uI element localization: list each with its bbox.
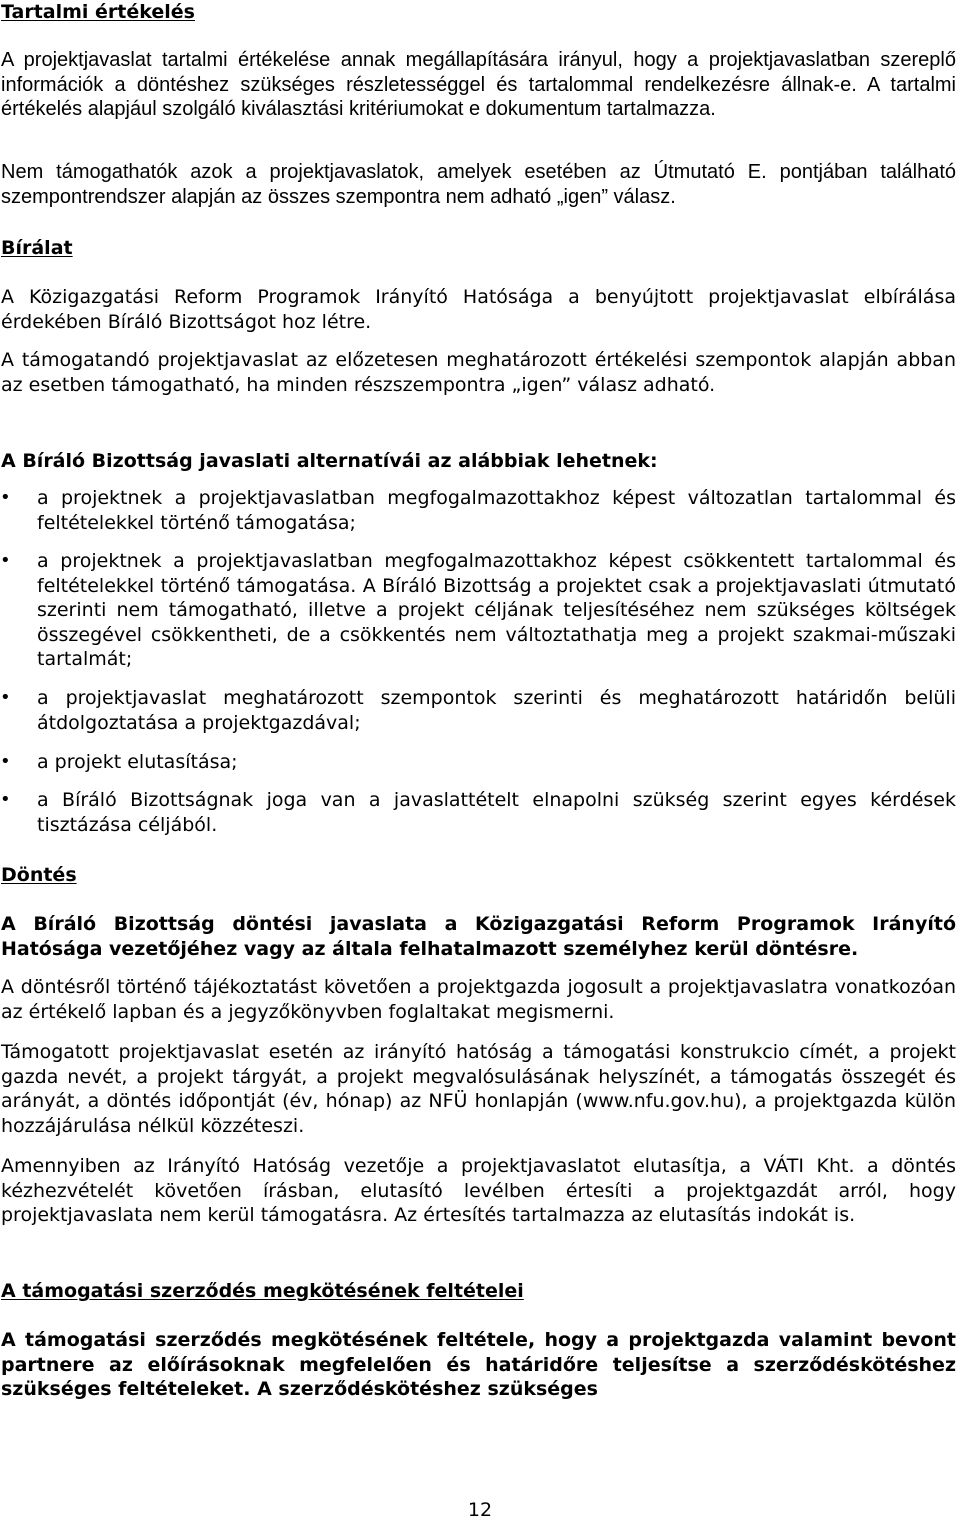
paragraph: A támogatandó projektjavaslat az előzetesen meghatározott értékelési szempontok alapján abban az esetben támogatható, ha minden részszempontra „igen” válasz adható. xyxy=(1,349,956,396)
paragraph: A projektjavaslat tartalmi értékelése annak megállapítására irányul, hogy a projektjavaslatban szereplő információk a döntéshez szükséges részletességgel és tartalommal rendelkezésre állnak-e. A tartalmi értékelés alapjául szolgáló kiválasztási kritériumokat e dokumentum tartalmazza. xyxy=(1,49,956,121)
paragraph-bold: A támogatási szerződés megkötésének feltétele, hogy a projektgazda valamint bevont partnere az előírásoknak megfelelően és határidőre teljesítse a szerződéskötéshez szükséges feltételeket. A szerződéskötéshez szükséges xyxy=(1,1329,956,1401)
list-item-text: a Bíráló Bizottságnak joga van a javaslattételt elnapolni szükség szerint egyes kérdések tisztázása céljából. xyxy=(37,789,956,836)
paragraph-bold: A Bíráló Bizottság döntési javaslata a Közigazgatási Reform Programok Irányító Hatósága vezetőjéhez vagy az általa felhatalmazott személyhez kerül döntésre. xyxy=(1,913,956,960)
paragraph: Amennyiben az Irányító Hatóság vezetője a projektjavaslatot elutasítja, a VÁTI Kht. a döntés kézhezvételét követően írásban, elutasító levélben értesíti a projektgazdát arról, hogy projektjavaslata nem kerül támogatásra. Az értesítés tartalmazza az elutasítás indokát is. xyxy=(1,1155,956,1227)
list-item-text: a projekt elutasítása; xyxy=(37,751,238,773)
paragraph: A döntésről történő tájékoztatást követően a projektgazda jogosult a projektjavaslatra vonatkozóan az értékelő lapban és a jegyzőkönyvben foglaltakat megismerni. xyxy=(1,976,956,1023)
section-heading-dontes: Döntés xyxy=(1,864,77,886)
list-item-text: a projektjavaslat meghatározott szempontok szerinti és meghatározott határidőn belüli átdolgoztatása a projektgazdával; xyxy=(37,687,956,734)
list-item-text: a projektnek a projektjavaslatban megfogalmazottakhoz képest csökkentett tartalommal és feltételekkel történő támogatása. A Bíráló Bizottság a projektet csak a projektjavaslati útmutató szerinti nem támogatható, illetve a projekt céljának teljesítéséhez nem szükséges költségek összegével csökkentheti, de a csökkentés nem változtathatja meg a projekt szakmai-műszaki tartalmát; xyxy=(37,550,956,671)
bullet-icon: • xyxy=(0,751,11,772)
bullet-icon: • xyxy=(0,687,11,708)
bullet-icon: • xyxy=(0,789,11,810)
bullet-icon: • xyxy=(0,550,11,571)
section-heading-tartalmi: Tartalmi értékelés xyxy=(1,1,195,23)
alternatives-heading: A Bíráló Bizottság javaslati alternatívái az alábbiak lehetnek: xyxy=(1,450,658,472)
paragraph: A Közigazgatási Reform Programok Irányító Hatósága a benyújtott projektjavaslat elbírálása érdekében Bíráló Bizottságot hoz létre. xyxy=(1,286,956,333)
section-heading-biralat: Bírálat xyxy=(1,237,73,259)
paragraph: Támogatott projektjavaslat esetén az irányító hatóság a támogatási konstrukcio címét, a projekt gazda nevét, a projekt tárgyát, a projekt megvalósulásának helyszínét, a támogatás összegét és arányát, a döntés időpontját (év, hónap) az NFÜ honlapján (www.nfu.gov.hu), a projektgazda külön hozzájárulása nélkül közzéteszi. xyxy=(1,1041,956,1137)
page-number: 12 xyxy=(467,1499,493,1521)
bullet-icon: • xyxy=(0,487,11,508)
list-item-text: a projektnek a projektjavaslatban megfogalmazottakhoz képest változatlan tartalommal és feltételekkel történő támogatása; xyxy=(37,487,956,534)
section-heading-szerzodes: A támogatási szerződés megkötésének feltételei xyxy=(1,1280,524,1302)
paragraph: Nem támogathatók azok a projektjavaslatok, amelyek esetében az Útmutató E. pontjában található szempontrendszer alapján az összes szempontra nem adható „igen” válasz. xyxy=(1,161,956,208)
